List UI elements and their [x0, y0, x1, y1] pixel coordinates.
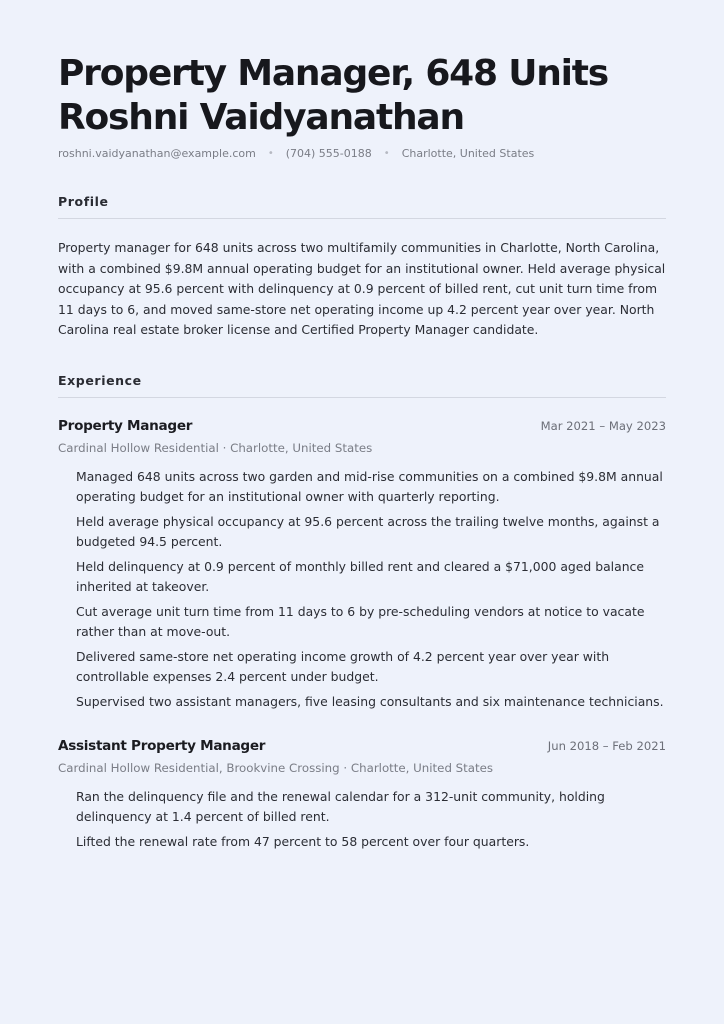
bullet-item: Held average physical occupancy at 95.6 percent across the trailing twelve months, against a budgeted 94.5 percent. — [76, 513, 660, 550]
contact-location: Charlotte, United States — [401, 146, 535, 160]
headline-title: Property Manager, 648 Units — [58, 53, 609, 94]
job-organization: Cardinal Hollow Residential · Charlotte, United States — [58, 440, 373, 455]
bullet-item: Held delinquency at 0.9 percent of monthly billed rent and cleared a $71,000 aged balance inherited at takeover. — [76, 558, 644, 594]
job-bullets — [58, 467, 666, 712]
contact-separator: • — [267, 147, 274, 159]
contact-phone: (704) 555-0188 — [285, 146, 372, 160]
job-dates: Jun 2018 – Feb 2021 — [547, 738, 666, 753]
profile-summary: Property manager for 648 units across two multifamily communities in Charlotte, North Carolina, with a combined $9.8M annual operating budget for an institutional owner. Held average physical occupancy at 95.6 percent with delinquency at 0.9 percent of billed rent, cut unit turn time from 11 days to 6, and moved same-store net operating income up 4.2 percent year over year. North Carolina real estate broker license and Certified Property Manager candidate. — [58, 240, 666, 338]
job-organization: Cardinal Hollow Residential, Brookvine Crossing · Charlotte, United States — [58, 760, 494, 775]
bullet-item: Supervised two assistant managers, five leasing consultants and six maintenance technicians. — [76, 693, 664, 709]
resume-header — [58, 52, 666, 160]
bullet-item: Managed 648 units across two garden and mid-rise communities on a combined $9.8M annual operating budget for an institutional owner with quarterly reporting. — [76, 468, 663, 505]
job-entry — [58, 738, 666, 852]
bullet-item: Lifted the renewal rate from 47 percent to 58 percent over four quarters. — [76, 833, 530, 849]
bullet-item: Delivered same-store net operating income growth of 4.2 percent year over year with controllable expenses 2.4 percent under budget. — [76, 648, 610, 684]
job-header — [58, 738, 666, 758]
bullet-item: Ran the delinquency file and the renewal calendar for a 312-unit community, holding delinquency at 1.4 percent of billed rent. — [76, 788, 605, 824]
job-bullets — [58, 787, 666, 852]
bullet-item: Cut average unit turn time from 11 days to 6 by pre-scheduling vendors at notice to vacate rather than at move-out. — [76, 603, 645, 639]
contact-line — [58, 146, 666, 160]
experience-heading: Experience — [58, 373, 666, 398]
candidate-name: Roshni Vaidyanathan — [58, 97, 464, 138]
job-entry — [58, 418, 666, 712]
job-title: Property Manager — [58, 417, 193, 434]
profile-heading: Profile — [58, 194, 666, 219]
contact-separator: • — [383, 147, 390, 159]
job-title: Assistant Property Manager — [58, 737, 266, 754]
contact-email: roshni.vaidyanathan@example.com — [58, 146, 256, 160]
job-header — [58, 418, 666, 438]
job-dates: Mar 2021 – May 2023 — [540, 418, 666, 433]
